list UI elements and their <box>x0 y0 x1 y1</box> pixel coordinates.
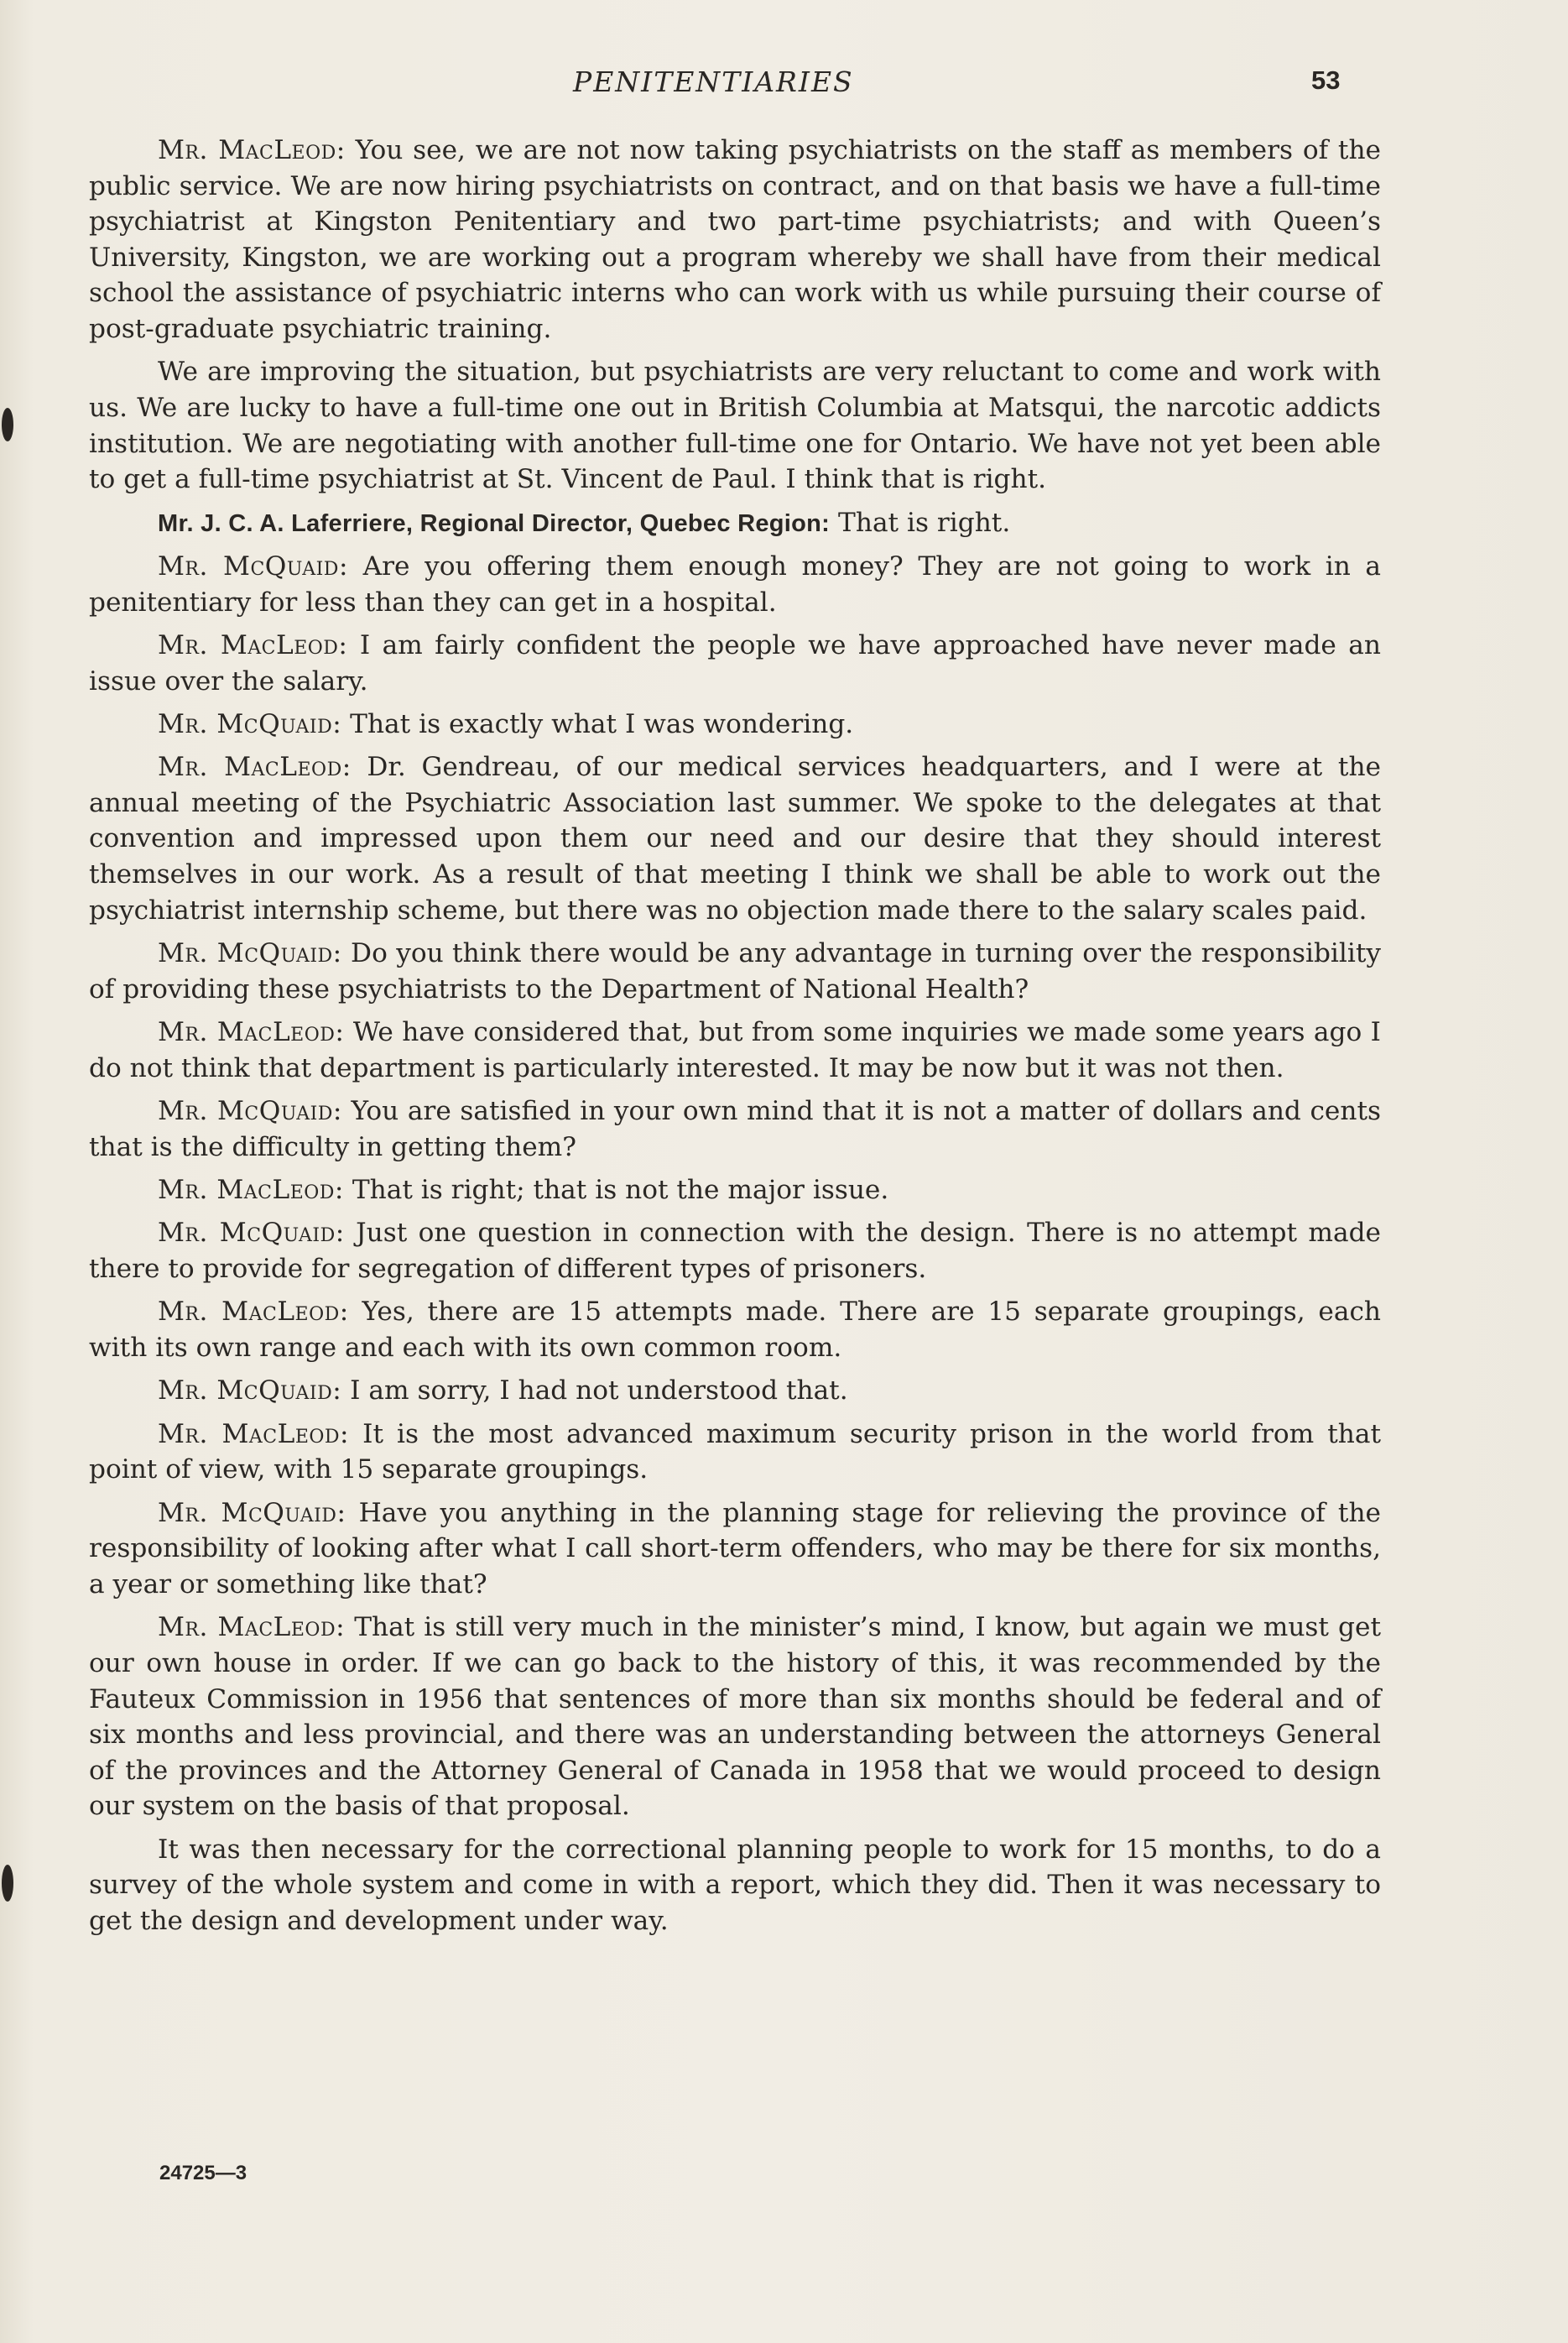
paragraph <box>89 1417 1381 1488</box>
paragraph-text: We are improving the situation, but psychiatrists are very reluctant to come and work with us. We are lucky to have a full-time one out in British Columbia at Matsqui, the narcotic addicts institution. We are negotiating with another full-time one for Ontario. We have not yet been able to get a full-time psychiatrist at St. Vincent de Paul. I think that is right. <box>89 357 1381 495</box>
page-number: 53 <box>1311 65 1341 95</box>
speaker-name: Mr. MacLeod: <box>158 629 348 660</box>
paragraph <box>89 1495 1381 1603</box>
speaker-name: Mr. McQuaid: <box>158 551 348 582</box>
paragraph <box>89 354 1381 497</box>
paragraph-text: That is right. <box>830 507 1011 538</box>
paragraph-text: You see, we are not now taking psychiatrists on the staff as members of the public service. We are now hiring psychiatrists on contract, and on that basis we have a full-time psychiatrist at Kingston Penitentiary and two part-time psychiatrists; and with Queen’s University, Kingston, we are working out a program whereby we shall have from their medical school the assistance of psychiatric interns who can work with us while pursuing their course of post-graduate psychiatric training. <box>89 135 1382 344</box>
paragraph-text: Dr. Gendreau, of our medical services headquarters, and I were at the annual meeting of the Psychiatric Association last summer. We spoke to the delegates at that convention and impressed upon them our need and our desire that they should interest themselves in our work. As a result of that meeting I think we shall be able to work out the psychiatrist internship scheme, but there was no objection made there to the salary scales paid. <box>89 752 1381 926</box>
paragraph-text: That is still very much in the minister’s mind, I know, but again we must get our own house in order. If we can go back to the history of this, it was recommended by the Fauteux Commission in 1956 that sentences of more than six months should be federal and of six months and less provincial, and there was an understanding between the attorneys General of the provinces and the Attorney General of Canada in 1958 that we would proceed to design our system on the basis of that proposal. <box>89 1612 1381 1822</box>
paragraph <box>89 133 1381 347</box>
paragraph-text: It is the most advanced maximum security prison in the world from that point of view, with 15 separate groupings. <box>89 1418 1381 1485</box>
paragraph <box>89 1172 1381 1208</box>
paragraph-text: It was then necessary for the correctional planning people to work for 15 months, to do a survey of the whole system and come in with a report, which they did. Then it was necessary to get the design and development under way. <box>89 1834 1381 1936</box>
paragraph-text: That is right; that is not the major issue. <box>343 1175 889 1205</box>
footer-signature-code: 24725—3 <box>159 2162 247 2184</box>
binding-hole-bottom <box>2 1865 13 1902</box>
paragraph <box>89 749 1381 928</box>
paragraph <box>89 505 1381 542</box>
speaker-name: Mr. McQuaid: <box>158 1096 342 1127</box>
speaker-name: Mr. McQuaid: <box>158 708 342 739</box>
paragraph-text: I am sorry, I had not understood that. <box>341 1375 848 1406</box>
speaker-name: Mr. MacLeod: <box>158 1017 345 1048</box>
page-body <box>89 133 1381 1946</box>
paragraph <box>89 1373 1381 1409</box>
paragraph-text: That is exactly what I was wondering. <box>341 708 854 739</box>
speaker-name: Mr. McQuaid: <box>158 1375 342 1406</box>
speaker-name: Mr. J. C. A. Laferriere, Regional Director, Quebec Region: <box>158 509 831 537</box>
paragraph-text: Have you anything in the planning stage for relieving the province of the responsibility of looking after what I call short-term offenders, who may be there for six months, a year or something like that? <box>89 1497 1382 1599</box>
paragraph <box>89 707 1381 743</box>
paragraph <box>89 1215 1381 1286</box>
speaker-name: Mr. McQuaid: <box>158 1218 345 1249</box>
running-title: PENITENTIARIES <box>573 65 854 98</box>
speaker-name: Mr. MacLeod: <box>158 1175 344 1205</box>
paragraph <box>89 1610 1381 1824</box>
paragraph-text: Yes, there are 15 attempts made. There are 15 separate groupings, each with its own range and each with its own common room. <box>89 1297 1381 1363</box>
speaker-name: Mr. MacLeod: <box>158 135 346 165</box>
paragraph-text: We have considered that, but from some inquiries we made some years ago I do not think that department is particularly interested. It may be now but it was not then. <box>89 1017 1381 1083</box>
paragraph-text: I am fairly confident the people we have approached have never made an issue over the salary. <box>89 629 1381 697</box>
paragraph <box>89 936 1381 1007</box>
speaker-name: Mr. MacLeod: <box>158 752 352 783</box>
paragraph-text: Just one question in connection with the design. There is no attempt made there to provide for segregation of different types of prisoners. <box>89 1218 1382 1284</box>
paragraph <box>89 1015 1381 1086</box>
speaker-name: Mr. MacLeod: <box>158 1418 350 1449</box>
page-header <box>0 65 1568 107</box>
paragraph <box>89 1832 1381 1939</box>
binding-hole-top <box>2 408 13 441</box>
paragraph-text: Do you think there would be any advantage in turning over the responsibility of providing these psychiatrists to the Department of National Health? <box>89 938 1382 1005</box>
paragraph-text: Are you offering them enough money? They are not going to work in a penitentiary for less than they can get in a hospital. <box>89 551 1382 618</box>
speaker-name: Mr. MacLeod: <box>158 1612 346 1643</box>
paragraph <box>89 549 1381 620</box>
paragraph <box>89 628 1381 699</box>
speaker-name: Mr. McQuaid: <box>158 1497 346 1528</box>
paragraph <box>89 1093 1381 1165</box>
paragraph <box>89 1294 1381 1365</box>
paragraph-text: You are satisfied in your own mind that it is not a matter of dollars and cents that is the difficulty in getting them? <box>89 1096 1381 1162</box>
speaker-name: Mr. MacLeod: <box>158 1297 349 1328</box>
speaker-name: Mr. McQuaid: <box>158 938 342 969</box>
